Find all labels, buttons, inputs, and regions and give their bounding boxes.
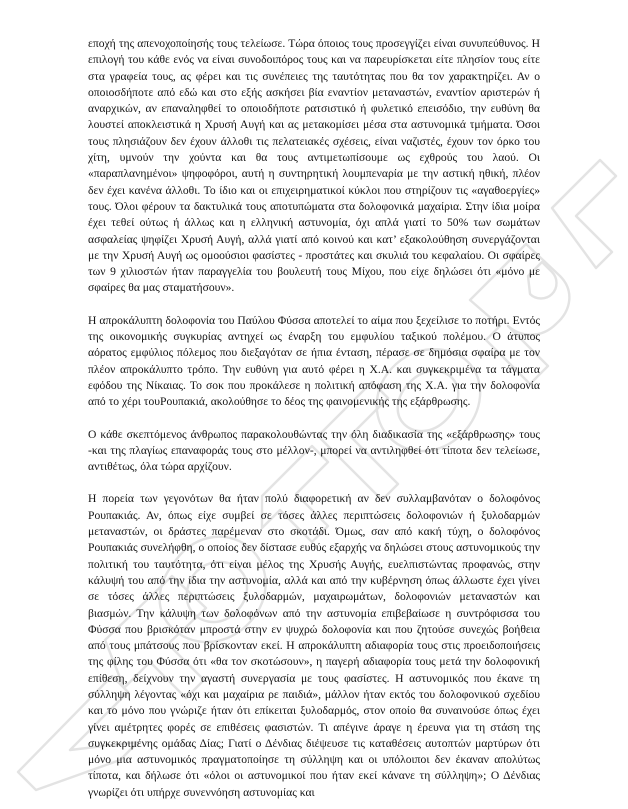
document-body — [88, 36, 540, 809]
paragraph: εποχή της απενοχοποίησής τους τελείωσε. Τώρα όποιος τους προσεγγίζει είναι συνυπεύθυνος. Η επιλογή του κάθε ενός να είναι συνοδοιπόρος τους και να παρευρίσκεται είτε πλησίον τους είτε στα γραφεία τους, ας φέρει και τις συνέπειες της ταυτότητας που θα τον χαρακτηρίζει. Αν ο οποιοσδήποτε από εδώ και στο εξής ασκήσει βία εναντίον μεταναστών, εναντίον αριστερών ή αναρχικών, αν επαναληφθεί το οποιοδήποτε ρατσιστικό ή φυλετικό επεισόδιο, την ευθύνη θα λουστεί αποκλειστικά η Χρυσή Αυγή και ας μετακομίσει μέσα στα αστυνομικά τμήματα. Όσοι τους πλησιάζουν δεν έχουν άλλοθι τις πελατειακές σχέσεις, είναι ναζιστές, έχουν τον όρκο του χίτη, υμνούν την χούντα και θα τους αντιμετωπίσουμε ως εχθρούς του λαού. Οι «παραπλανημένοι» ψηφοφόροι, αυτή η συντηρητική λουμπεναρία με την αστική ηθική, πλέον δεν έχει κανένα άλλοθι. Το ίδιο και οι επιχειρηματικοί κύκλοι που στηρίζουν τις «αγαθοεργίες» τους. Όλοι φέρουν τα δακτυλικά τους αποτυπώματα στα δολοφονικά μαχαίρια. Στην ίδια μοίρα έχει τεθεί ούτως ή άλλως και η ελληνική αστυνομία, όχι απλά γιατί το 50% των σωμάτων ασφαλείας ψηφίζει Χρυσή Αυγή, αλλά γιατί από κοινού και κατ’ εξακολούθηση συνεργάζονται με την Χρυσή Αυγή ως ομοούσιοι φασίστες - προστάτες και σκυλιά του κεφαλαίου. Οι σφαίρες των 9 χιλιοστών ήταν παραγγελία του βουλευτή τους Μίχου, που είχε δηλώσει ότι «μόνο με σφαίρες θα μας σταματήσουν». — [88, 37, 540, 295]
paragraph: Ο κάθε σκεπτόμενος άνθρωπος παρακολουθώντας την όλη διαδικασία της «εξάρθρωσης» τους -και της πλαγίως επαναφοράς τους στο μέλλον-, μπορεί να αντιληφθεί ότι τίποτα δεν τελείωσε, αντιθέτως, όλα τώρα αρχίζουν. — [88, 427, 540, 474]
paragraph: Η απροκάλυπτη δολοφονία του Παύλου Φύσσα αποτελεί το αίμα που ξεχείλισε το ποτήρι. Εντός της οικονομικής συγκυρίας αντηχεί ως έναρξη του εμφυλίου ταξικού πολέμου. Ο άτυπος αόρατος εμφύλιος πόλεμος που διεξαγόταν σε ήπια ένταση, πέρασε σε δημόσια σφαίρα με τον πλέον απροκάλυπτο τρόπο. Την ευθύνη για αυτό φέρει η Χ.Α. και συγκεκριμένα τα τάγματα εφόδου της Νίκαιας. Το σοκ που προκάλεσε η πολιτική απόφαση της Χ.Α. για την δολοφονία από το χέρι τουΡουπακιά, ακολούθησε το δέος της φαινομενικής της εξάρθρωσης. — [88, 313, 540, 409]
paragraph: Η πορεία των γεγονότων θα ήταν πολύ διαφορετική αν δεν συλλαμβανόταν ο δολοφόνος Ρουπακιάς. Αν, όπως είχε συμβεί σε τόσες άλλες περιπτώσεις δολοφονιών ή ξυλοδαρμών μεταναστών, οι δράστες παρέμεναν στο σκοτάδι. Όμως, σαν από κακή τύχη, ο δολοφόνος Ρουπακιάς συνελήφθη, ο οποίος δεν δίστασε ευθύς εξαρχής να δηλώσει στους αστυνομικούς την πολιτική του ταυτότητα, ότι είναι μέλος της Χρυσής Αυγής, ευελπιστώντας προφανώς, στην κάλυψή του από την ίδια την αστυνομία, αλλά και από την κυβέρνηση όπως άλλωστε έχει γίνει σε τόσες άλλες περιπτώσεις ξυλοδαρμών, μαχαιρωμάτων, δολοφονιών μεταναστών και βιασμών. Την κάλυψη των δολοφόνων από την αστυνομία επιβεβαίωσε η συντρόφισσα του Φύσσα που βρισκόταν μπροστά στην εν ψυχρώ δολοφονία και που ζητούσε συνεχώς βοήθεια από τους μπάτσους που βρίσκονταν εκεί. Η απροκάλυπτη αδιαφορία τους στις προειδοποιήσεις της φίλης του Φύσσα ότι «θα τον σκοτώσουν», η παγερή αδιαφορία τους μετά την δολοφονική επίθεση, δείχνουν την αγαστή συνεργασία με τους φασίστες. Η αστυνομικός που έκανε τη σύλληψη λέγοντας «όχι και μαχαίρια ρε παιδιά», μάλλον ήταν εκτός του δολοφονικού σχεδίου και το μόνο που γνώριζε ήταν ότι επίκειται ξυλοδαρμός, στον οποίο θα συναινούσε όπως έχει γίνει αμέτρητες φορές σε επιθέσεις φασιστών. Τι απέγινε άραγε η έρευνα για τη στάση της συγκεκριμένης ομάδας Δίας; Γιατί ο Δένδιας διέψευσε τις καταθέσεις αυτοπτών μαρτύρων ότι μόνο μια αστυνομικός πραγματοποίησε τη σύλληψη και οι υπόλοιποι δεν έκαναν απολύτως τίποτα, και δήλωσε ότι «όλοι οι αστυνομικοί που ήταν εκεί κάνανε τη σύλληψη»; Ο Δένδιας γνωρίζει ότι υπήρχε συνεννόηση αστυνομίας και — [88, 492, 540, 799]
